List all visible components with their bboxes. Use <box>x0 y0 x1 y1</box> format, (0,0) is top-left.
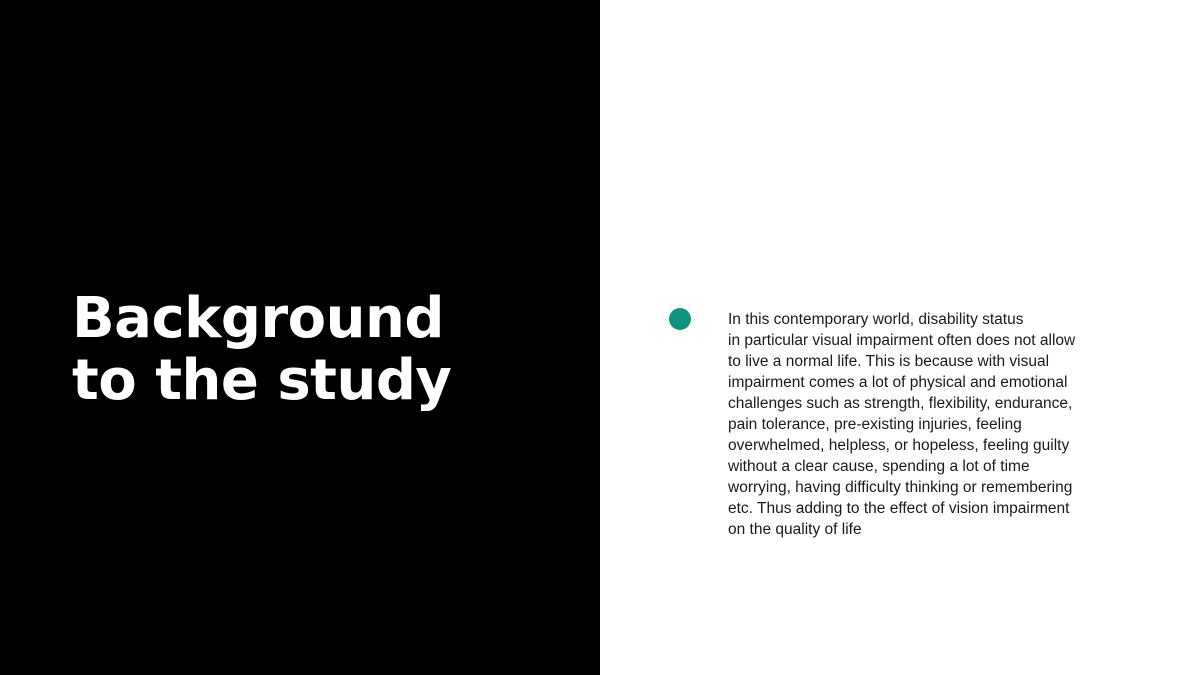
body-line: overwhelmed, helpless, or hopeless, feeling guilty <box>728 437 1070 454</box>
body-line: challenges such as strength, flexibility, endurance, <box>728 395 1073 412</box>
slide-title-line-2: to the study <box>72 348 452 413</box>
body-paragraph <box>728 309 1128 540</box>
body-line: etc. Thus adding to the effect of vision impairment <box>728 500 1070 517</box>
body-line: on the quality of life <box>728 521 862 538</box>
body-line: impairment comes a lot of physical and emotional <box>728 374 1068 391</box>
body-line: pain tolerance, pre-existing injuries, feeling <box>728 416 1022 433</box>
body-line: worrying, having difficulty thinking or remembering <box>728 479 1073 496</box>
slide-title <box>72 288 572 412</box>
body-line: without a clear cause, spending a lot of time <box>728 458 1030 475</box>
slide-title-line-1: Background <box>72 286 444 351</box>
body-line: to live a normal life. This is because with visual <box>728 353 1050 370</box>
body-line: In this contemporary world, disability status <box>728 311 1024 328</box>
bullet-dot-icon <box>669 308 691 330</box>
content-panel <box>600 0 1200 675</box>
body-line: in particular visual impairment often does not allow <box>728 332 1076 349</box>
